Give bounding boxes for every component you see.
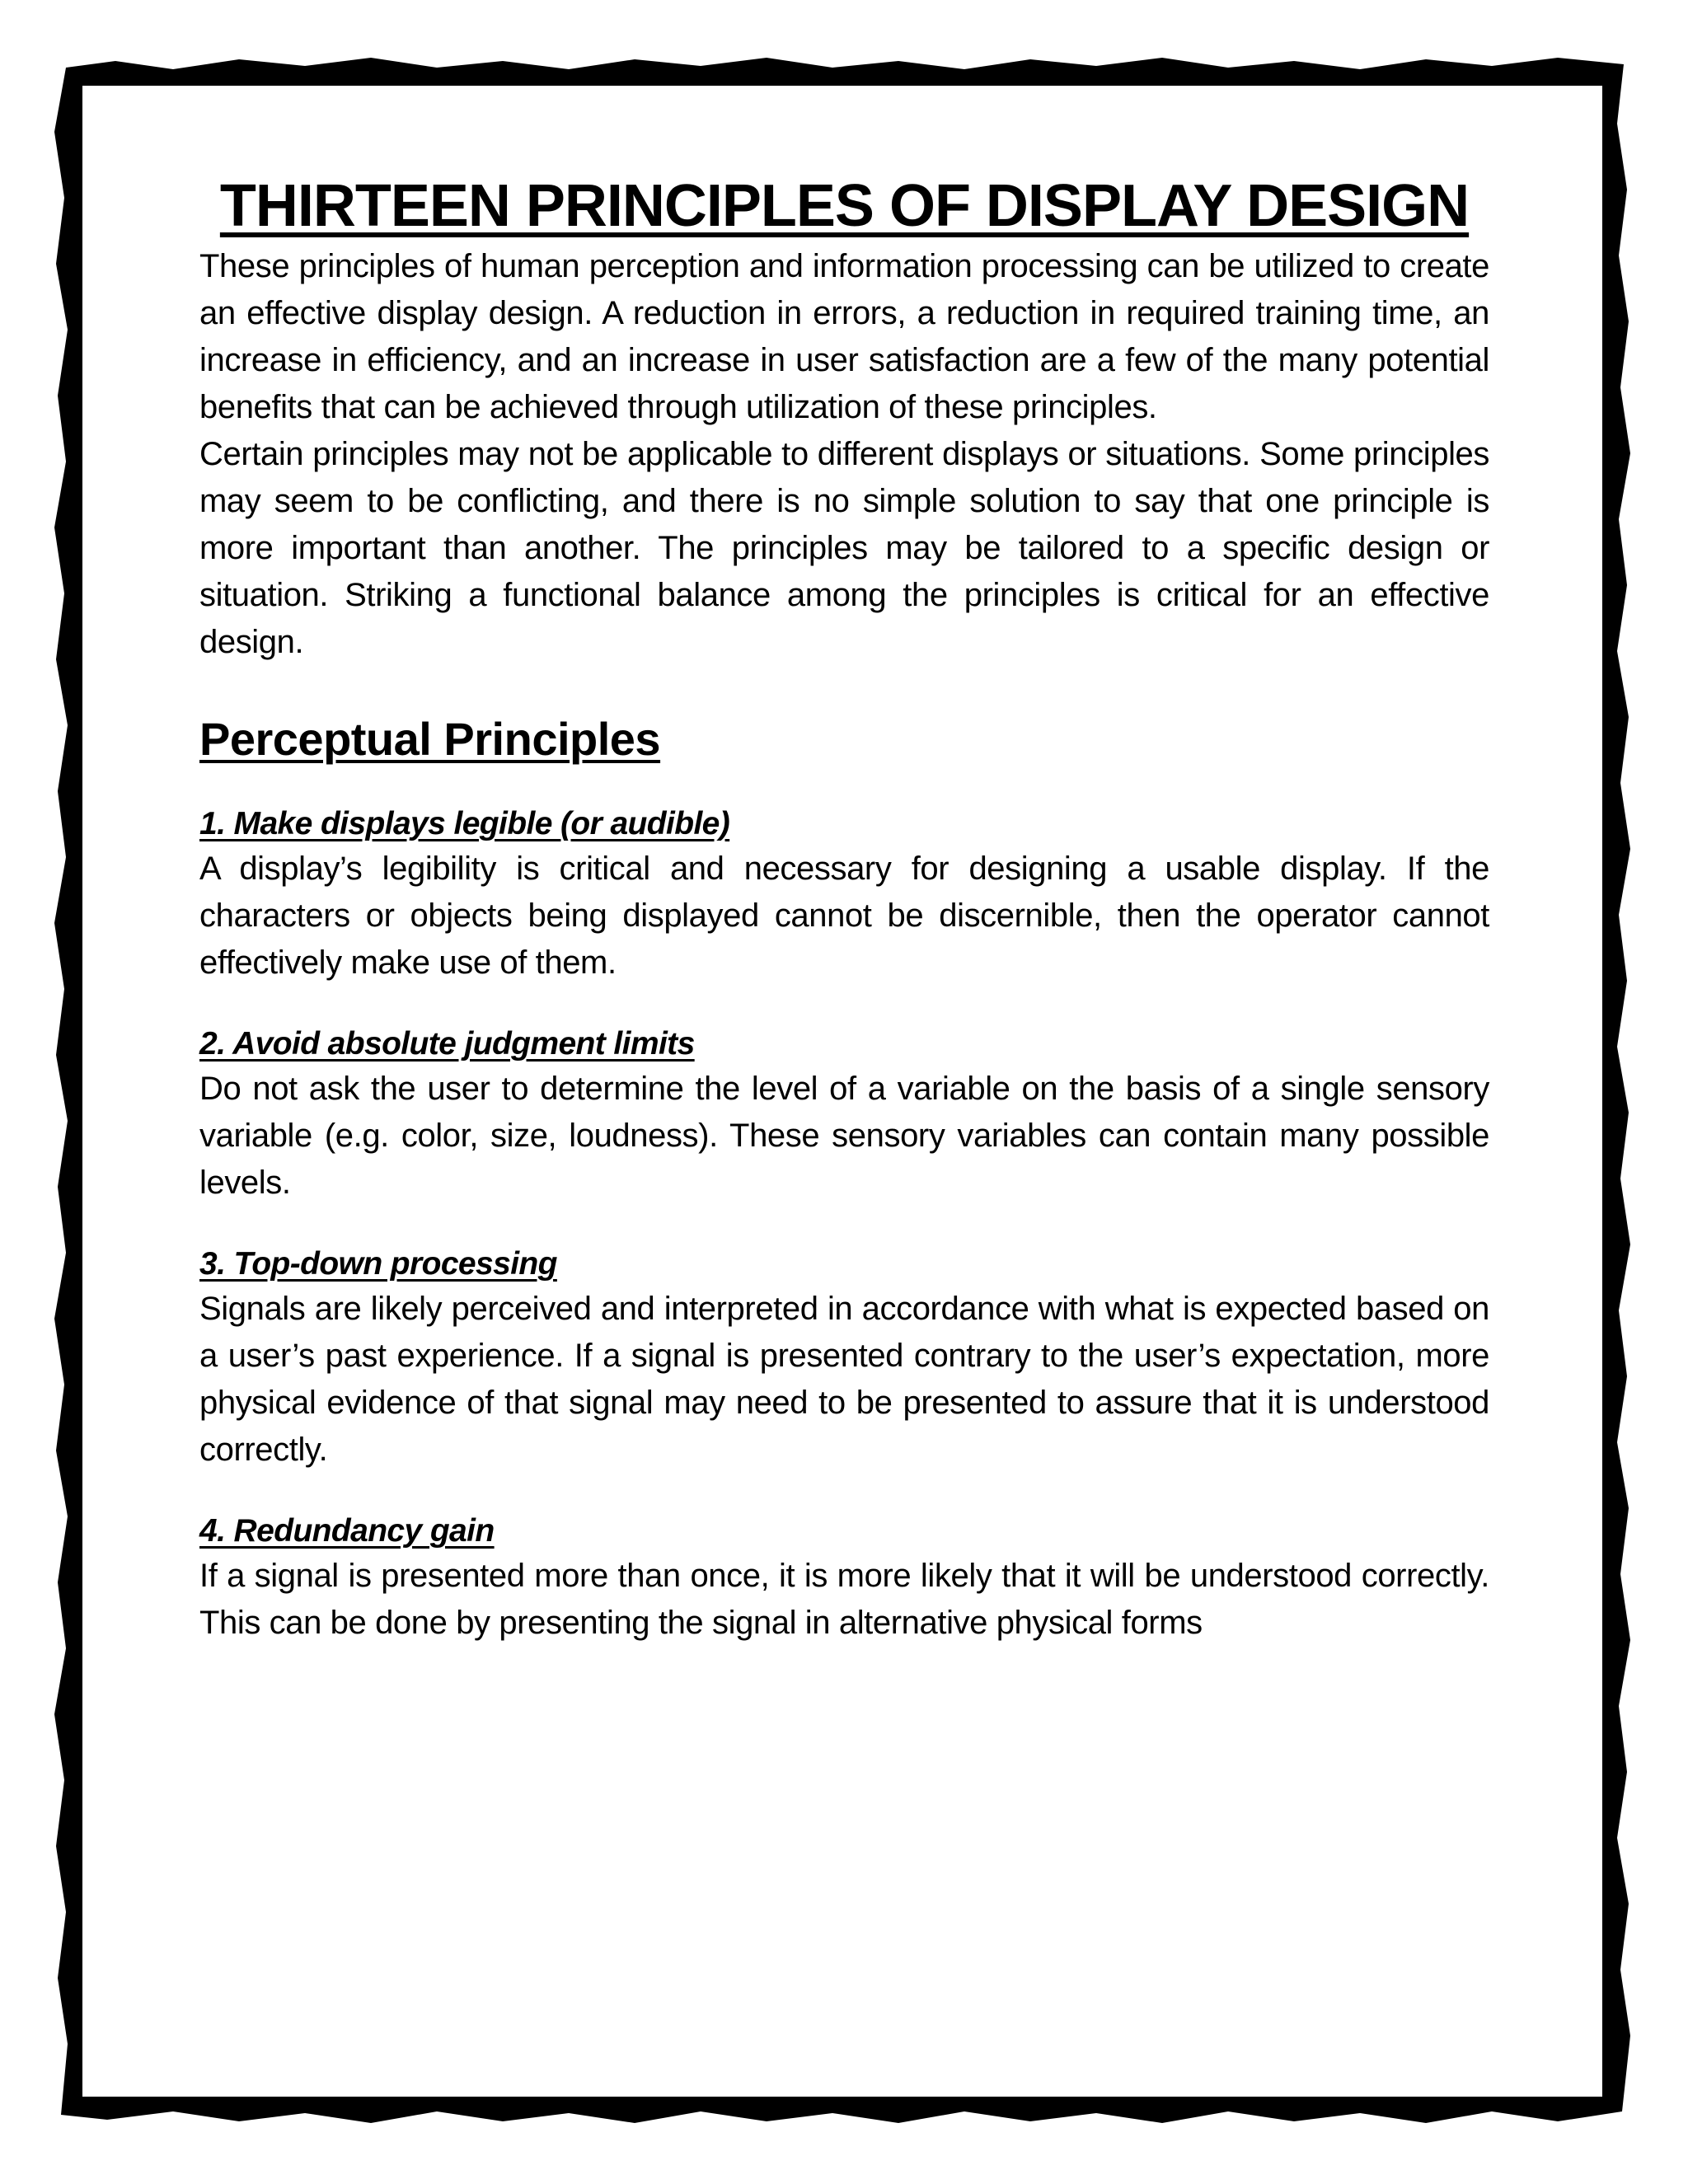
principle-2-heading: 2. Avoid absolute judgment limits [199,1026,695,1062]
intro-paragraph-2: Certain principles may not be applicable to different displays or situations. Some principles may seem to be conflicting, and there is no simple solution to say that one principle is more important than another. The principles may be tailored to a specific design or situation. Striking a functional balance among the principles is critical for an effective design. [199,436,1489,660]
principle-4-heading: 4. Redundancy gain [199,1513,495,1549]
principle-3-heading: 3. Top-down processing [199,1246,557,1282]
section-heading: Perceptual Principles [199,713,661,765]
principle-1-heading: 1. Make displays legible (or audible) [199,806,730,841]
principle-1-text: A display’s legibility is critical and necessary for designing a usable display. If the characters or objects being displayed cannot be discernible, then the operator cannot effectively make use of them. [199,851,1489,981]
intro-paragraph-1: These principles of human perception and information processing can be utilized to create an effective display design. A reduction in errors, a reduction in required training time, an increase in efficiency, and an increase in user satisfaction are a few of the many potential benefits that can be achieved through utilization of these principles. [199,248,1489,425]
document-body [199,169,1489,1647]
principle-2-text: Do not ask the user to determine the level of a variable on the basis of a single sensory variable (e.g. color, size, loudness). These sensory variables can contain many possible levels. [199,1071,1489,1201]
principle-4-text: If a signal is presented more than once, it is more likely that it will be understood correctly. This can be done by presenting the signal in alternative physical forms [199,1558,1489,1641]
document-title: THIRTEEN PRINCIPLES OF DISPLAY DESIGN [219,173,1470,239]
principle-3-text: Signals are likely perceived and interpreted in accordance with what is expected based on a user’s past experience. If a signal is presented contrary to the user’s expectation, more physical evidence of that signal may need to be presented to assure that it is understood correctly. [199,1291,1489,1468]
